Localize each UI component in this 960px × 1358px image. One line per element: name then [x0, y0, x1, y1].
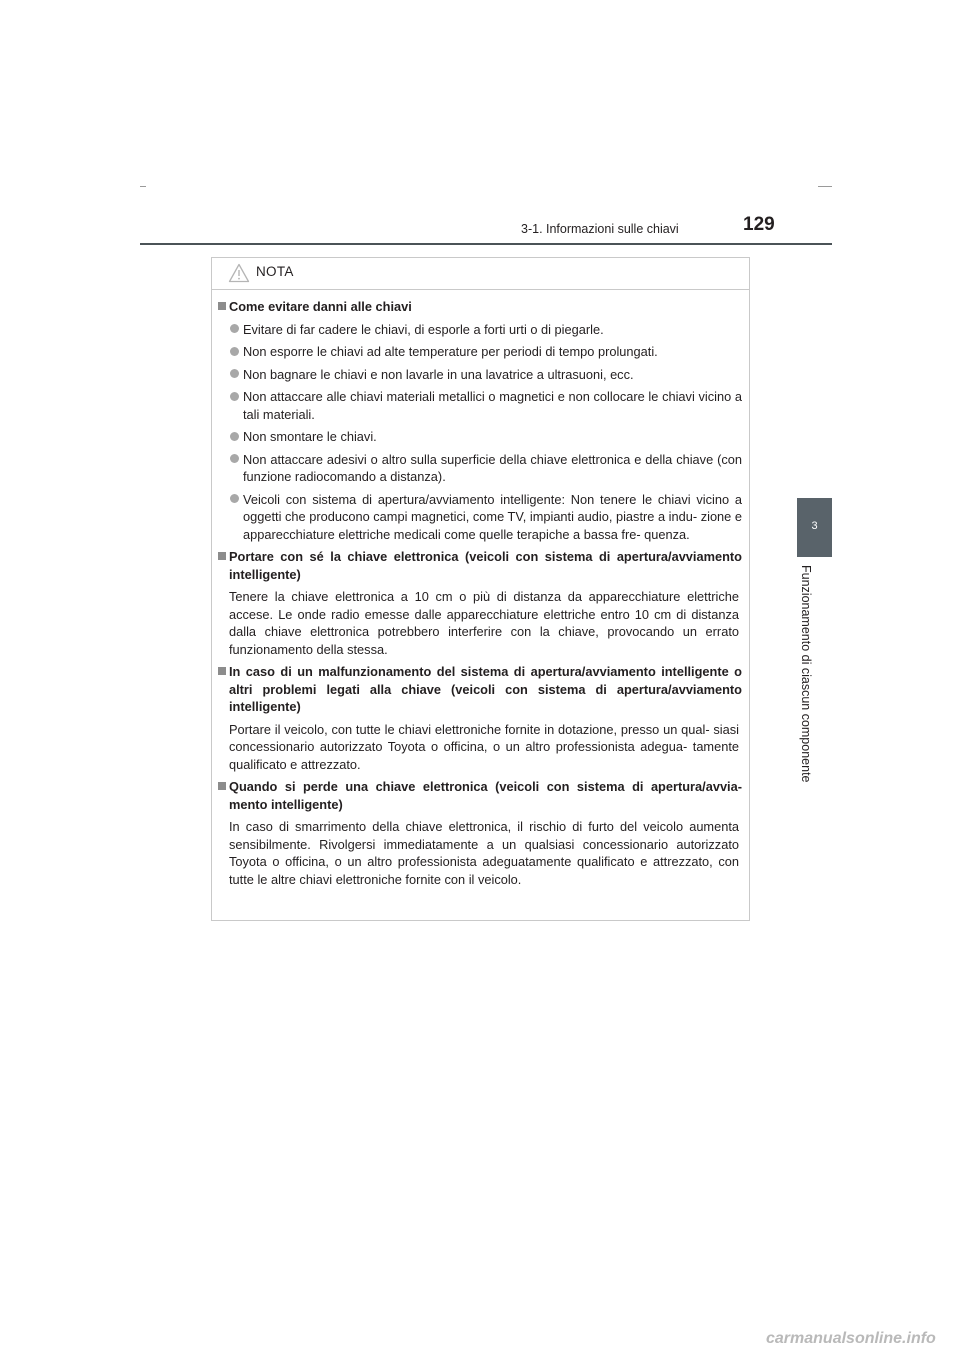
notice-box — [211, 257, 750, 921]
section-heading: Come evitare danni alle chiavi — [212, 298, 749, 316]
round-bullet-icon — [230, 432, 239, 441]
section-title: 3-1. Informazioni sulle chiavi — [521, 222, 679, 236]
round-bullet-icon — [230, 347, 239, 356]
warning-triangle-icon — [228, 263, 250, 283]
list-item: Non bagnare le chiavi e non lavarle in una lavatrice a ultrasuoni, ecc. — [212, 366, 749, 384]
section-heading: Quando si perde una chiave elettronica (veicoli con sistema di apertura/avvia- mento intelligente) — [212, 778, 749, 813]
square-bullet-icon — [218, 552, 226, 560]
watermark: carmanualsonline.info — [766, 1330, 936, 1347]
round-bullet-icon — [230, 369, 239, 378]
list-item: Non attaccare adesivi o altro sulla superficie della chiave elettronica e della chiave (con funzione radiocomando a distanza). — [212, 451, 749, 486]
section-heading: In caso di un malfunzionamento del sistema di apertura/avviamento intelligente o altri problemi legati alla chiave (veicoli con sistema di apertura/avviamento intelligente) — [212, 663, 749, 716]
crop-mark-right — [818, 186, 832, 187]
chapter-tab-number: 3 — [811, 520, 818, 532]
notice-header — [212, 258, 749, 290]
section-paragraph: Portare il veicolo, con tutte le chiavi elettroniche fornite in dotazione, presso un qual- siasi concessionario autorizzato Toyota o officina, o un altro professionista adegua- tamente qualificato e attrezzato. — [229, 721, 739, 772]
section-paragraph: Tenere la chiave elettronica a 10 cm o più di distanza da apparecchiature elettriche accese. Le onde radio emesse dalle apparecchiature elettriche entro 10 cm di distanza dalla chiave elettronica potrebbero interferire con la chiave, provocando un errato funzionamento della stessa. — [229, 589, 739, 657]
square-bullet-icon — [218, 667, 226, 675]
round-bullet-icon — [230, 494, 239, 503]
page-number: 129 — [743, 214, 775, 235]
round-bullet-icon — [230, 324, 239, 333]
list-item: Non esporre le chiavi ad alte temperature per periodi di tempo prolungati. — [212, 343, 749, 361]
chapter-vertical-title — [796, 565, 816, 795]
square-bullet-icon — [218, 302, 226, 310]
list-item: Non attaccare alle chiavi materiali metallici o magnetici e non collocare le chiavi vicino a tali materiali. — [212, 388, 749, 423]
section-heading: Portare con sé la chiave elettronica (veicoli con sistema di apertura/avviamento intelligente) — [212, 548, 749, 583]
crop-mark-left — [140, 186, 146, 187]
header-rule — [140, 243, 832, 245]
notice-content — [212, 298, 749, 893]
chapter-vertical-title-text: Funzionamento di ciascun componente — [799, 565, 813, 783]
square-bullet-icon — [218, 782, 226, 790]
section-paragraph: In caso di smarrimento della chiave elettronica, il rischio di furto del veicolo aumenta sensibilmente. Rivolgersi immediatamente a un qualsiasi concessionario autorizzato Toyota o officina, o un altro professionista adeguatamente qualificato e attrezzato, con tutte le altre chiavi elettroniche fornite con il veicolo. — [229, 819, 739, 887]
list-item: Veicoli con sistema di apertura/avviamento intelligente: Non tenere le chiavi vicino a oggetti che producono campi magnetici, come TV, impianti audio, piastre a indu- zione e apparecchiature elettriche medicali come quelle terapiche a bassa fre- quenza. — [212, 491, 749, 544]
round-bullet-icon — [230, 392, 239, 401]
notice-title: NOTA — [256, 264, 294, 279]
list-item: Non smontare le chiavi. — [212, 428, 749, 446]
list-item: Evitare di far cadere le chiavi, di esporle a forti urti o di piegarle. — [212, 321, 749, 339]
round-bullet-icon — [230, 454, 239, 463]
